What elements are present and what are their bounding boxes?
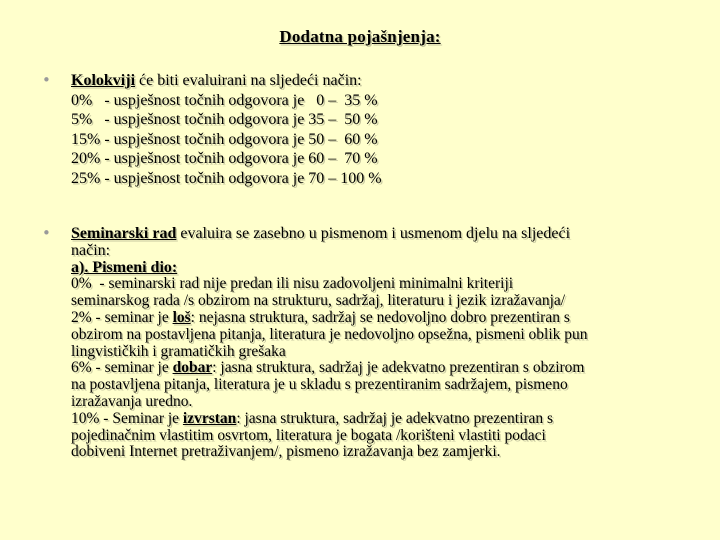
grade-row: 5% - uspješnost točnih odgovora je 35 – 50 % xyxy=(71,111,378,128)
grade-2-line3: lingvističkih i gramatičkih grešaka xyxy=(71,342,286,360)
grade-10-line1 xyxy=(71,411,681,428)
grade-6-line2: na postavljena pitanja, literatura je u skladu s prezentiranim sadržajem, pismeno xyxy=(71,376,568,394)
grade-row: 15% - uspješnost točnih odgovora je 50 – 60 % xyxy=(71,130,378,148)
grade-row: 25% - uspješnost točnih odgovora je 70 – 100 % xyxy=(71,169,382,187)
page-title: Dodatna pojašnjenja: xyxy=(279,27,441,46)
grade-10-line3: dobiveni Internet pretraživanjem/, pismeno izražavanja bez zamjerki. xyxy=(71,443,501,461)
grade-6-line3: izražavanja uredno. xyxy=(71,392,193,410)
bullet-icon: • xyxy=(42,224,51,242)
kolokviji-intro-text: će biti evaluirani na sljedeći način: xyxy=(135,72,362,89)
grade-row: 20% - uspješnost točnih odgovora je 60 – 70 % xyxy=(71,150,378,167)
seminar-intro-text: evaluira se zasebno u pismenom i usmenom djelu na sljedeći xyxy=(176,225,571,242)
grade-2-prefix: 2% - seminar je xyxy=(71,308,173,326)
grade-6-prefix: 6% - seminar je xyxy=(71,359,173,377)
grade-10-text: : jasna struktura, sadržaj je adekvatno prezentiran s xyxy=(236,409,554,427)
grade-2-line1 xyxy=(71,310,681,327)
seminar-term: Seminarski rad xyxy=(71,225,177,242)
grade-0-line2: seminarskog rada /s obzirom na strukturu, sadržaj, literaturu i jezik izražavanja/ xyxy=(71,292,566,310)
grade-6-text: : jasna struktura, sadržaj je adekvatno prezentiran s obzirom xyxy=(212,359,585,377)
grade-row: 0% - uspješnost točnih odgovora je 0 – 35 % xyxy=(71,91,378,109)
grade-0-line1: 0% - seminarski rad nije predan ili nisu zadovoljeni minimalni kriteriji xyxy=(71,275,514,293)
grade-6-line1 xyxy=(71,360,681,377)
grade-2-text: : nejasna struktura, sadržaj se nedovoljno dobro prezentiran s xyxy=(190,308,570,326)
pismeni-dio-heading: a). Pismeni dio: xyxy=(71,258,178,276)
bullet-icon: • xyxy=(42,71,51,89)
kolokviji-term: Kolokviji xyxy=(71,72,136,89)
grade-2-line2: obzirom na postavljena pitanja, literatura je nedovoljno opsežna, pismeni oblik pun xyxy=(71,325,588,343)
grade-6-keyword: dobar xyxy=(172,359,213,377)
grade-10-prefix: 10% - Seminar je xyxy=(71,409,183,427)
kolokviji-intro xyxy=(71,71,681,91)
seminar-intro-cont: način: xyxy=(71,241,111,259)
section-seminarski-rad xyxy=(71,226,681,461)
grade-10-line2: pojedinačnim vlastitim osvrtom, literatura je bogata /korišteni vlastiti podaci xyxy=(71,426,546,444)
grade-2-keyword: loš xyxy=(172,308,191,326)
grade-10-keyword: izvrstan xyxy=(182,409,237,427)
section-kolokviji xyxy=(71,71,681,188)
seminar-intro xyxy=(71,226,681,243)
